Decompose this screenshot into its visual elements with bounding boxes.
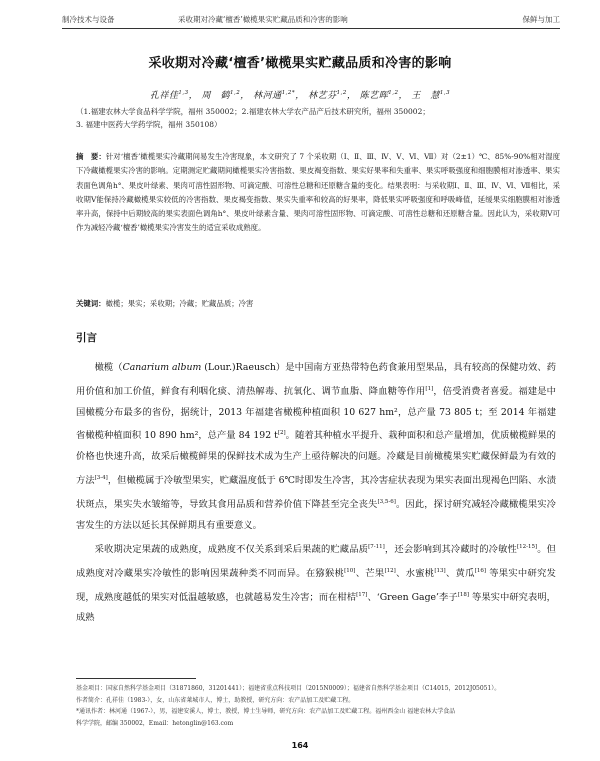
citation: [10] [344,567,356,574]
citation: [13] [434,567,446,574]
affiliation-line: （1.福建农林大学食品科学学院，福州 350002；2.福建农林大学农产品产后技术研究所，福州 350002； [76,107,430,116]
section-heading-introduction: 引言 [76,332,97,344]
citation: [18] [457,591,469,598]
citation: [12-15] [516,543,538,550]
citation: [7-11] [368,543,385,550]
journal-name: 制冷技术与设备 [62,15,115,24]
keywords-text: 橄榄；果实；采收期；冷藏；贮藏品质；冷害 [105,299,254,308]
footnote-rule [76,678,196,679]
running-head [62,14,560,28]
abstract [76,150,560,236]
citation: [16] [474,567,486,574]
paper-title: 采收期对冷藏‘檀香’橄榄果实贮藏品质和冷害的影响 [148,56,452,71]
running-article-title: 采收期对冷藏‘檀香’橄榄果实贮藏品质和冷害的影响 [178,15,348,24]
author: 孔祥佳$^{1,3}$ [149,90,189,101]
paragraph: 橄榄（Canarium album (Lour.)Raeusch）是中国南方亚热带特色药食兼用型果品，具有较高的保健功效、药用价值和加工价值，鲜食有利咽化痰、清热解毒、抗氧化、调节血脂、降血糖等作用[1]，倍受消费者喜爱。福建是中国橄榄分布最多的省份，据统计，2013 年福建省橄榄种植面积 10 627 hm²，总产量 73 805 t；至 2014 年福建省橄榄种植面积 10 890 hm²，总产量 84 192 t[2]。随着其种植水平提升、栽种面积和总产量增加，优质橄榄鲜果的价格也快速升高，故采后橄榄鲜果的保鲜技术成为生产上亟待解决的问题。冷藏是目前橄榄果实贮藏保鲜最为有效的方法[3-4]，但橄榄属于冷敏型果实，贮藏温度低于 6℃时即发生冷害，其冷害症状表现为果实表面出现褐色凹陷、水渍状斑点，果实失水皱缩等，导致其食用品质和营养价值下降甚至完全丧失[3,5-6]。因此，探讨研究减轻冷藏橄榄果实冷害发生的方法以延长其保鲜期具有重要意义。 [76,362,556,531]
author: 王 慧$^{1,3}$ [411,90,451,101]
author: 林河通$^{1,2*}$ [253,90,296,101]
citation: [2] [277,430,286,437]
footnote-author: 作者简介：孔祥佳（1983-），女，山东省莱城市人，博士，助教授，研究方向：农产品加工及贮藏工程。 [76,696,355,704]
page-number: 164 [291,741,309,750]
latin-name: Canarium album [122,362,202,373]
abstract-text: 针对‘檀香’橄榄果实冷藏期间易发生冷害现象，本文研究了 7 个采收期（Ⅰ、Ⅱ、Ⅲ、Ⅳ、Ⅴ、Ⅵ、Ⅶ）对（2±1）℃、85%-90%相对湿度下冷藏橄榄果实冷害的影响。定期测定贮藏期间橄榄果实冷害指数、果皮褐变指数、果实好果率和失重率、果实呼吸强度和细胞膜相对渗透率、果实表面色调角h°、果皮叶绿素、果肉可溶性固形物、可滴定酸、可溶性总糖和还原糖含量的变化。结果表明：与采收期Ⅰ、Ⅱ、Ⅲ、Ⅳ、Ⅵ、Ⅶ相比，采收期Ⅴ能保持冷藏橄榄果实较低的冷害指数、果皮褐变指数、果实失重率和较高的好果率，降低果实呼吸强度和呼吸峰值，延缓果实细胞膜相对渗透率升高，保持中后期较高的果实表面色调角h°、果皮叶绿素含量、果肉可溶性固形物、可滴定酸、可溶性总糖和还原糖含量。因此认为，采收期Ⅴ可作为减轻冷藏‘檀香’橄榄果实冷害发生的适宜采收成熟度。 [76,152,560,233]
paragraph: 采收期决定果蔬的成熟度，成熟度不仅关系到采后果蔬的贮藏品质[7-11]，还会影响到其冷藏时的冷敏性[12-15]。但成熟度对冷藏果实冷敏性的影响因果蔬种类不同而异。在猕猴桃[10]、芒果[12]、水蜜桃[13]、黄瓜[16] 等果实中研究发现，成熟度越低的果实对低温越敏感，也就越易发生冷害；而在柑桔[17]、‘Green Gage’李子[18] 等果实中研究表明，成熟 [76,543,556,624]
footnote-fund: 基金项目：国家自然科学基金项目（31871860，31201441）；福建省重点科技项目（2015N0009）；福建省自然科学基金项目（C14015，2012J05051）。 [76,685,501,692]
abstract-label: 摘 要： [76,152,106,161]
affiliation-line: 3. 福建中医药大学药学院，福州 350108） [76,119,222,129]
citation: [3-4] [94,475,108,482]
footnotes [76,683,560,729]
author: 陈艺晖$^{1,2}$ [359,90,399,101]
citation: [17] [356,591,368,598]
author-list: 孔祥佳$^{1,3}$， 周 鹤$^{1,2}$， 林河通$^{1,2*}$， 林艺芬$^{1,2}$， 陈艺晖$^{1,2}$， 王 慧$^{1,3}$ [149,90,451,101]
header-rule [62,28,560,29]
body-text [76,358,556,629]
citation: [3,5-6] [377,499,396,506]
footnote-corresponding: 科学学院，邮编 350002，Email：hetonglin@163.com [76,719,234,727]
author: 周 鹤$^{1,2}$ [201,90,241,101]
section-label: 保鲜与加工 [522,15,560,24]
affiliations [76,106,560,131]
footnote-corresponding: *通讯作者：林河通（1967-），男，福建安溪人，博士，教授，博士生导师，研究方向：农产品加工及贮藏工程。福州西金山 福建农林大学食品 [76,708,456,715]
citation: [1] [425,385,434,392]
keywords-label: 关键词： [76,299,106,308]
author: 林艺芬$^{1,2}$ [308,90,347,101]
citation: [12] [384,567,396,574]
keywords [76,297,560,311]
